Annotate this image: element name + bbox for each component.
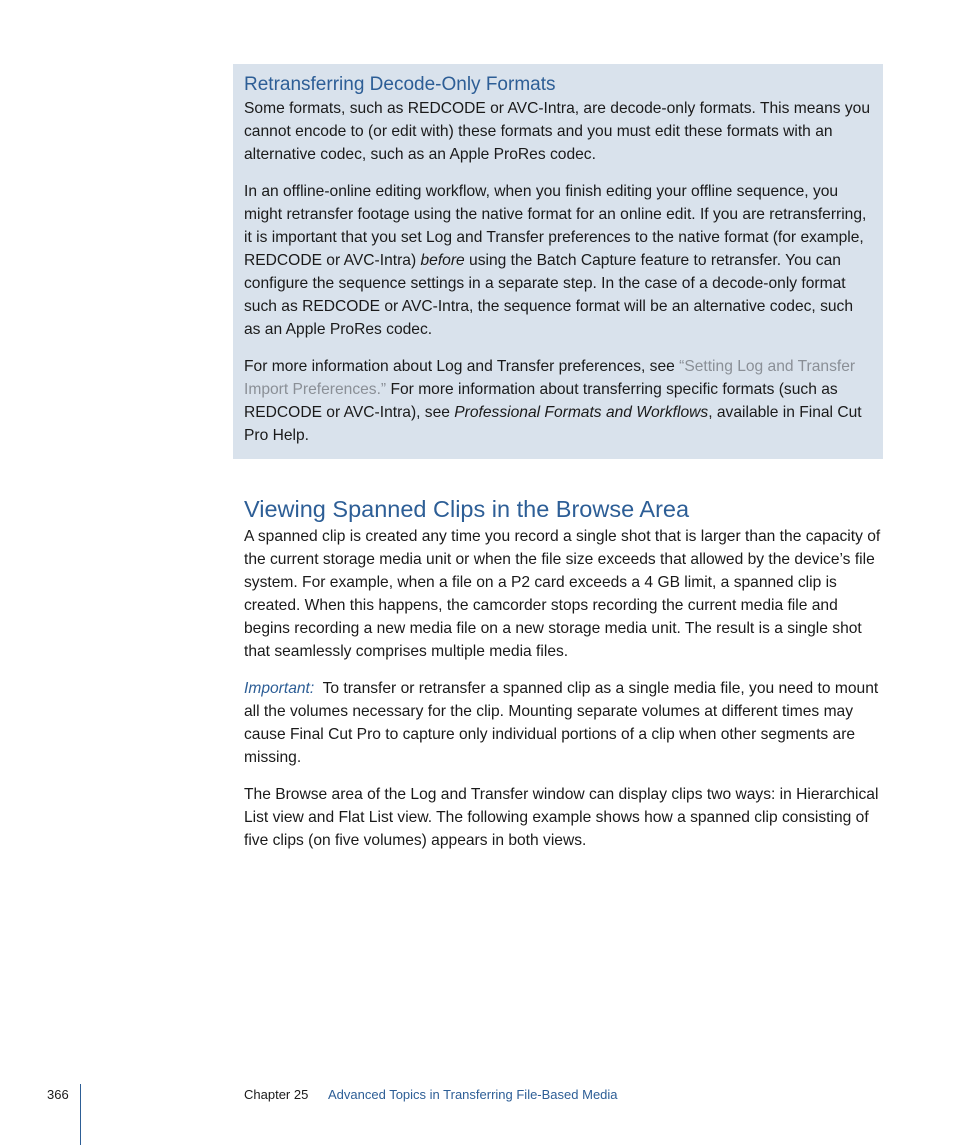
note-p2-text-b: using the Batch Capture feature to retransfer. You can configure the sequence settings in a separate step. In the case of a decode-only format such as REDCODE or AVC-Intra, the sequence format will be an alternative codec, such as an Apple ProRes codec. (244, 252, 854, 338)
important-paragraph (244, 677, 884, 769)
footer-divider (80, 1084, 81, 1145)
footer-chapter: Chapter 25 (244, 1087, 309, 1102)
note-paragraph-2 (244, 180, 873, 341)
section-paragraph-1: A spanned clip is created any time you record a single shot that is larger than the capacity of the current storage media unit or when the file size exceeds that allowed by the device’s file system. For example, when a file on a P2 card exceeds a 4 GB limit, a spanned clip is created. When this happens, the camcorder stops recording the current media file and begins recording a new media file on a new storage media unit. The result is a single shot that seamlessly comprises multiple media files. (244, 528, 881, 660)
note-p3-text-b: For more information about transferring specific formats (such as REDCODE or AVC-Intra), see (244, 381, 838, 421)
important-text: To transfer or retransfer a spanned clip as a single media file, you need to mount all the volumes necessary for the clip. Mounting separate volumes at different times may cause Final Cut Pro to capture only individual portions of a clip when other segments are missing. (244, 680, 883, 766)
section-paragraph-3: The Browse area of the Log and Transfer window can display clips two ways: in Hierarchical List view and Flat List view. The following example shows how a spanned clip consisting of five clips (on five volumes) appears in both views. (244, 786, 879, 849)
note-box (233, 64, 883, 459)
note-paragraph-3 (244, 355, 873, 447)
note-paragraph-1: Some formats, such as REDCODE or AVC-Intra, are decode-only formats. This means you cannot encode to (or edit with) these formats and you must edit these formats with an alternative codec, such as an Apple ProRes codec. (244, 100, 871, 163)
section-spanned-clips (244, 493, 884, 852)
note-p3-text-a: For more information about Log and Transfer preferences, see (244, 358, 680, 375)
footer-chapter-title: Advanced Topics in Transferring File-Based Media (328, 1087, 618, 1102)
section-title: Viewing Spanned Clips in the Browse Area (244, 496, 690, 522)
page-number: 366 (47, 1087, 69, 1102)
note-p3-text-c: , available in Final Cut Pro Help. (244, 404, 862, 444)
cross-reference-link[interactable]: “Setting Log and Transfer Import Preferences.” (244, 358, 856, 398)
note-p2-text-a: In an offline-online editing workflow, when you finish editing your offline sequence, you might retransfer footage using the native format for an online edit. If you are retransferring, it is important that you set Log and Transfer preferences to the native format (for example, REDCODE or AVC-Intra) (244, 183, 867, 269)
note-p2-emphasis: before (420, 252, 465, 269)
note-p3-book-title: Professional Formats and Workflows (454, 404, 709, 421)
important-label: Important: (244, 680, 315, 697)
note-title: Retransferring Decode-Only Formats (244, 74, 556, 95)
